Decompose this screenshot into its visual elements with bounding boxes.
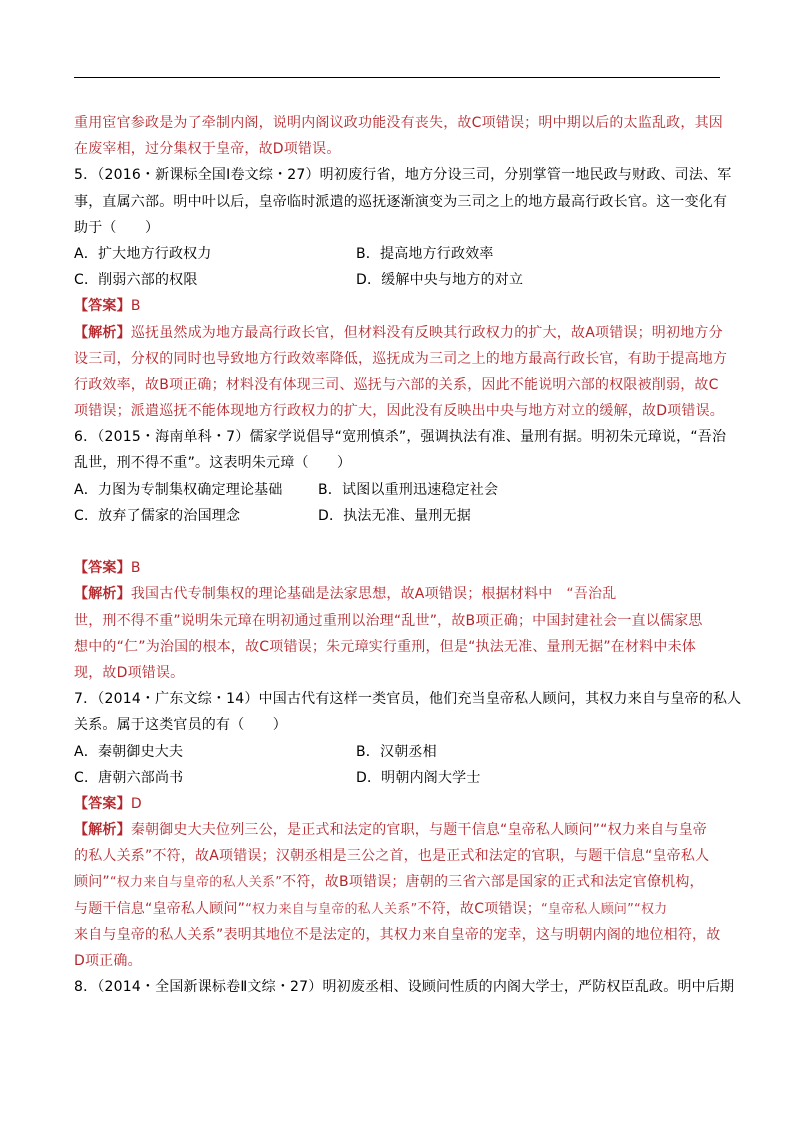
q7-analysis-line-1 [74,817,722,843]
q7-analysis-line-6: D项正确。 [74,953,142,969]
q5-option-a: A．扩大地方行政权力 [74,245,212,262]
q5-option-b: B．提高地方行政效率 [356,245,494,262]
answer-value: B [130,560,141,577]
q5-analysis-line-3: 行政效率，故B项正确；材料没有体现三司、巡抚与六部的关系，因此不能说明六部的权限被削弱，故C [74,376,719,393]
q7-options-row-1 [74,739,722,765]
q5-option-c: C．削弱六部的权限 [74,272,198,289]
analysis-quote: “皇帝私人顾问”“权力 [540,901,668,917]
q7-stem-line-2: 关系。属于这类官员的有（ ） [74,717,287,734]
analysis-text: 秦朝御史大夫位列三公，是正式和法定的官职，与题干信息“皇帝私人顾问”“权力来自与皇帝 [130,822,707,839]
q8-stem-line-1: 8．（2014・全国新课标卷Ⅱ文综・27）明初废丞相、设顾问性质的内阁大学士，严防权臣乱政。明中后期 [74,979,735,996]
answer-tag: 【答案】 [74,795,131,812]
q5-analysis-line-4: 项错误；派遣巡抚不能体现地方行政权力的扩大，因此没有反映出中央与地方对立的缓解，故D项错误。 [74,403,724,420]
q6-analysis-line-1 [74,581,722,607]
q6-stem-line-2: 乱世，刑不得不重”。这表明朱元璋（ ） [74,455,352,472]
q6-answer [74,555,722,581]
q6-options-row-2 [74,503,722,529]
analysis-text: 我国古代专制集权的理论基础是法家思想，故A项错误；根据材料中 [130,586,553,603]
q6-options-row-1 [74,477,722,503]
q7-stem-line-1: 7．（2014・广东文综・14）中国古代有这样一类官员，他们充当皇帝私人顾问，其权力来自与皇帝的私人 [74,691,742,708]
q6-analysis-line-4: 现，故D项错误。 [74,664,185,681]
answer-tag: 【答案】 [74,560,131,577]
q6-option-a: A．力图为专制集权确定理论基础 [74,481,283,498]
q5-analysis-line-2: 设三司，分权的同时也导致地方行政效率降低，巡抚成为三司之上的地方最高行政长官，有助于提高地方 [74,350,728,367]
q6-analysis-line-3: 想中的“仁”为治国的根本，故C项错误；朱元璋实行重刑，但是“执法无准、量刑无据”在材料中未体 [74,638,696,655]
analysis-seg: 与题干信息“皇帝私人顾问” [74,900,246,917]
analysis-tag: 【解析】 [74,324,131,341]
q7-answer [74,791,722,817]
q5-stem-line-2: 事，直属六部。明中叶以后，皇帝临时派遣的巡抚逐渐演变为三司之上的地方最高行政长官。这一变化有 [74,193,728,210]
analysis-quote: “权力来自与皇帝的私人关系” [245,901,418,917]
header-rule [74,77,720,78]
analysis-seg: 不符，故B项错误；唐朝的三省六部是国家的正式和法定官僚机构， [282,874,704,891]
analysis-quote: “吾治乱 [566,586,617,603]
q6-option-c: C．放弃了儒家的治国理念 [74,507,241,524]
analysis-tag: 【解析】 [74,822,131,839]
q5-answer [74,293,722,319]
q7-option-b: B．汉朝丞相 [356,743,437,760]
document-body [74,110,742,1000]
q5-option-d: D．缓解中央与地方的对立 [356,272,524,289]
analysis-quote: “权力来自与皇帝的私人关系” [109,875,283,891]
blank-line [74,529,722,555]
continuation-line-2: 在废宰相，过分集权于皇帝，故D项错误。 [74,141,341,158]
analysis-seg: 不符，故C项错误； [417,900,541,917]
q7-analysis-line-3 [74,869,722,895]
q7-analysis-line-5: 来自与皇帝的私人关系”表明其地位不是法定的，其权力来自皇帝的宠幸，这与明朝内阁的地位相符，故 [74,926,721,943]
q7-options-row-2 [74,765,722,791]
q7-option-c: C．唐朝六部尚书 [74,769,184,786]
q7-analysis-line-4 [74,896,722,922]
q5-options-row-1 [74,241,722,267]
continuation-line-1: 重用宦官参政是为了牵制内阁，说明内阁议政功能没有丧失，故C项错误；明中期以后的太监乱政，其因 [74,115,723,131]
answer-value: D [130,795,142,812]
q7-option-a: A．秦朝御史大夫 [74,743,184,760]
q6-option-b: B．试图以重刑迅速稳定社会 [318,481,499,498]
answer-tag: 【答案】 [74,298,131,315]
q6-option-d: D．执法无准、量刑无据 [318,507,471,524]
q5-stem-line-3: 助于（ ） [74,219,160,236]
answer-value: B [130,298,141,315]
q5-stem-line-1: 5．（2016・新课标全国Ⅰ卷文综・27）明初废行省，地方分设三司，分别掌管一地民政与财政、司法、军 [74,167,732,184]
q7-option-d: D．明朝内阁大学士 [356,769,481,786]
analysis-text: 巡抚虽然成为地方最高行政长官，但材料没有反映其行政权力的扩大，故A项错误；明初地方分 [130,324,723,341]
q5-analysis-line-1 [74,320,722,346]
analysis-seg: 顾问” [74,874,110,891]
q5-options-row-2 [74,267,722,293]
q6-stem-line-1: 6．（2015・海南单科・7）儒家学说倡导“宽刑慎杀”，强调执法有准、量刑有据。明初朱元璋说，“吾治 [74,429,727,446]
q7-analysis-line-2: 的私人关系”不符，故A项错误；汉朝丞相是三公之首，也是正式和法定的官职，与题干信息“皇帝私人 [74,848,710,865]
q6-analysis-line-2: 世，刑不得不重”说明朱元璋在明初通过重刑以治理“乱世”，故B项正确；中国封建社会一直以儒家思 [74,612,703,629]
analysis-tag: 【解析】 [74,586,131,603]
